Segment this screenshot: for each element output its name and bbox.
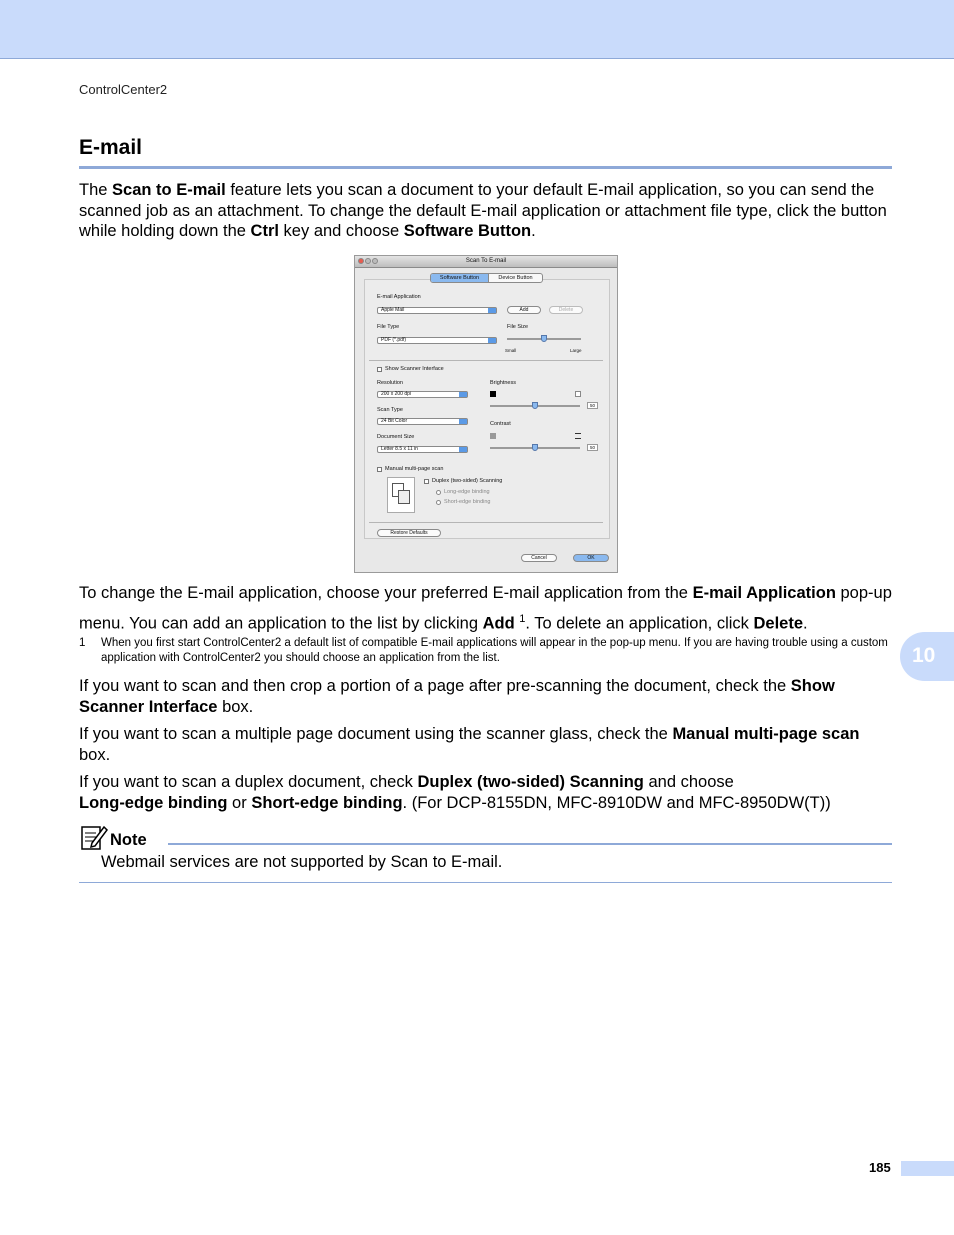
chevron-down-icon [488,308,496,313]
resolution-label: Resolution [377,380,403,386]
page-number-bar [901,1161,954,1176]
duplex-paragraph: If you want to scan a duplex document, check Duplex (two-sided) Scanning and choose Long-edge binding or Short-edge binding. (For DCP-8155DN, MFC-8910DW and MFC-8950DW(T)) [79,773,831,812]
note-pencil-icon [80,823,108,851]
manual-multi-page-label: Manual multi-page scan [385,466,444,472]
brightness-slider-knob[interactable] [532,402,538,409]
brightness-label: Brightness [490,380,516,386]
document-size-label: Document Size [377,434,415,440]
dialog-title: Scan To E-mail [465,258,507,264]
contrast-low-icon [490,433,496,439]
divider [369,360,603,361]
email-app-value: Apple Mail [381,307,405,313]
duplex-preview-icon [387,477,415,513]
email-app-label: E-mail Application [377,294,421,300]
brightness-light-icon [575,391,581,397]
footnote-number: 1 [79,637,86,649]
dialog-titlebar [355,256,617,268]
short-edge-radio[interactable] [436,500,441,505]
footnote-text: When you first start ControlCenter2 a default list of compatible E-mail applications will appear in the pop-up menu. If you are having trouble using a custom application with ControlCenter2 you should choose an application from the list. [101,637,888,664]
title-rule [79,166,892,169]
tab-device-button[interactable]: Device Button [498,275,533,281]
cancel-button[interactable]: Cancel [521,554,557,562]
chevron-down-icon [459,447,467,452]
resolution-select[interactable] [377,391,468,398]
resolution-value: 200 x 200 dpi [381,391,412,397]
file-size-small-label: Small [505,348,517,353]
scan-type-select[interactable] [377,418,468,425]
chapter-number: 10 [912,644,936,667]
note-text: Webmail services are not supported by Scan to E-mail. [101,853,503,871]
email-app-select[interactable] [377,307,497,314]
long-edge-radio[interactable] [436,490,441,495]
manual-multi-paragraph: If you want to scan a multiple page document using the scanner glass, check the Manual multi-page scan box. [79,725,860,764]
file-size-large-label: Large [570,348,582,353]
breadcrumb: ControlCenter2 [79,82,168,97]
header-band [0,0,954,59]
scan-type-value: 24 Bit Color [381,418,408,424]
file-type-select[interactable] [377,337,497,344]
show-scanner-checkbox[interactable] [377,367,382,372]
ok-button[interactable]: OK [573,554,609,562]
contrast-high-icon [575,433,581,439]
chevron-down-icon [488,338,496,343]
email-app-paragraph: To change the E-mail application, choose your preferred E-mail application from the E-mail Application pop-up menu. You can add an application to the list by clicking Add $^1$. To delete an application, click Delete. [79,584,892,633]
contrast-value[interactable]: 50 [587,444,598,451]
note-rule [168,843,892,845]
button-tabs [430,273,543,283]
divider [369,522,603,523]
file-type-label: File Type [377,324,400,330]
long-edge-label: Long-edge binding [444,489,490,495]
contrast-slider-knob[interactable] [532,444,538,451]
manual-multi-page-checkbox[interactable] [377,467,382,472]
note-label: Note [110,831,147,849]
short-edge-label: Short-edge binding [444,499,491,505]
add-button[interactable]: Add [507,306,541,314]
chevron-down-icon [459,419,467,424]
file-size-slider-knob[interactable] [541,335,547,342]
scan-to-email-dialog [354,255,618,573]
document-size-value: Letter 8.5 x 11 in [381,446,418,452]
show-scanner-paragraph: If you want to scan and then crop a portion of a page after pre-scanning the document, check the Show Scanner Interface box. [79,677,835,716]
file-size-label: File Size [507,324,529,330]
document-size-select[interactable] [377,446,468,453]
intro-paragraph: The Scan to E-mail feature lets you scan a document to your default E-mail application, so you can send the scanned job as an attachment. To change the default E-mail application or attachment file type, click the button while holding down the Ctrl key and choose Software Button. [79,181,887,240]
brightness-value[interactable]: 50 [587,402,598,409]
chevron-down-icon [459,392,467,397]
scan-type-label: Scan Type [377,407,403,413]
page-number: 185 [869,1160,891,1175]
contrast-label: Contrast [490,421,511,427]
delete-button[interactable]: Delete [549,306,583,314]
show-scanner-label: Show Scanner Interface [385,366,444,372]
duplex-checkbox[interactable] [424,479,429,484]
file-type-value: PDF (*.pdf) [381,337,407,343]
page-title: E-mail [79,136,143,159]
brightness-dark-icon [490,391,496,397]
restore-defaults-button[interactable]: Restore Defaults [377,529,441,537]
note-bottom-rule [79,882,892,883]
duplex-label: Duplex (two-sided) Scanning [432,478,503,484]
tab-software-button[interactable]: Software Button [431,274,489,282]
